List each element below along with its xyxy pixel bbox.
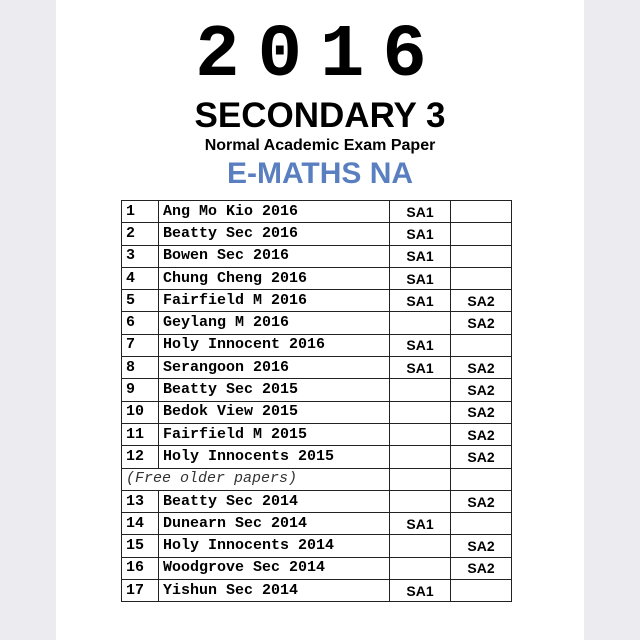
school-name: Ang Mo Kio 2016	[159, 201, 390, 223]
sa2-cell	[451, 513, 512, 535]
sa2-cell: SA2	[451, 446, 512, 468]
sa1-cell	[390, 468, 451, 490]
school-name: Bedok View 2015	[159, 401, 390, 423]
row-number: 1	[122, 201, 159, 223]
row-number: 17	[122, 580, 159, 602]
school-name: Holy Innocents 2015	[159, 446, 390, 468]
row-number: 10	[122, 401, 159, 423]
sa1-cell	[390, 535, 451, 557]
subject-title: E-MATHS NA	[226, 157, 414, 190]
row-number: 2	[122, 223, 159, 245]
school-name: Fairfield M 2016	[159, 290, 390, 312]
row-number: 5	[122, 290, 159, 312]
sa1-cell	[390, 379, 451, 401]
sa1-cell: SA1	[390, 267, 451, 289]
table-row	[122, 401, 512, 423]
sa2-cell: SA2	[451, 312, 512, 334]
row-number: 7	[122, 334, 159, 356]
row-number: 15	[122, 535, 159, 557]
row-number: 11	[122, 423, 159, 445]
sa2-cell	[451, 245, 512, 267]
school-name: Beatty Sec 2015	[159, 379, 390, 401]
row-number: 8	[122, 357, 159, 379]
school-name: Yishun Sec 2014	[159, 580, 390, 602]
table-row	[122, 223, 512, 245]
sa1-cell: SA1	[390, 357, 451, 379]
year-heading: 2016	[195, 14, 445, 98]
sa2-cell: SA2	[451, 490, 512, 512]
sa1-cell	[390, 557, 451, 579]
sa2-cell: SA2	[451, 379, 512, 401]
school-name: Woodgrove Sec 2014	[159, 557, 390, 579]
free-papers-note: (Free older papers)	[122, 468, 390, 490]
table-row	[122, 580, 512, 602]
sa1-cell: SA1	[390, 290, 451, 312]
sa2-cell: SA2	[451, 423, 512, 445]
school-name: Dunearn Sec 2014	[159, 513, 390, 535]
table-row	[122, 513, 512, 535]
sa1-cell: SA1	[390, 201, 451, 223]
table-row	[122, 267, 512, 289]
school-name: Geylang M 2016	[159, 312, 390, 334]
row-number: 13	[122, 490, 159, 512]
sa1-cell	[390, 490, 451, 512]
row-number: 4	[122, 267, 159, 289]
row-number: 6	[122, 312, 159, 334]
table-row	[122, 312, 512, 334]
sa2-cell: SA2	[451, 401, 512, 423]
table-row	[122, 557, 512, 579]
papers-table	[121, 200, 512, 602]
table-row	[122, 423, 512, 445]
table-row	[122, 357, 512, 379]
school-name: Holy Innocents 2014	[159, 535, 390, 557]
row-number: 3	[122, 245, 159, 267]
sa2-cell	[451, 468, 512, 490]
table-note-row	[122, 468, 512, 490]
table-row	[122, 245, 512, 267]
sa2-cell	[451, 223, 512, 245]
row-number: 9	[122, 379, 159, 401]
school-name: Holy Innocent 2016	[159, 334, 390, 356]
table-row	[122, 201, 512, 223]
sa2-cell	[451, 267, 512, 289]
table-row	[122, 535, 512, 557]
sa1-cell	[390, 423, 451, 445]
sa1-cell: SA1	[390, 245, 451, 267]
table-row	[122, 446, 512, 468]
school-name: Beatty Sec 2016	[159, 223, 390, 245]
sa2-cell: SA2	[451, 357, 512, 379]
sa1-cell: SA1	[390, 580, 451, 602]
sa1-cell: SA1	[390, 223, 451, 245]
row-number: 14	[122, 513, 159, 535]
table-row	[122, 490, 512, 512]
table-row	[122, 290, 512, 312]
sa1-cell: SA1	[390, 334, 451, 356]
sa2-cell: SA2	[451, 557, 512, 579]
school-name: Beatty Sec 2014	[159, 490, 390, 512]
sa1-cell	[390, 446, 451, 468]
sa1-cell	[390, 312, 451, 334]
row-number: 12	[122, 446, 159, 468]
row-number: 16	[122, 557, 159, 579]
school-name: Serangoon 2016	[159, 357, 390, 379]
school-name: Bowen Sec 2016	[159, 245, 390, 267]
sa2-cell	[451, 201, 512, 223]
school-name: Fairfield M 2015	[159, 423, 390, 445]
sa2-cell	[451, 580, 512, 602]
sa2-cell: SA2	[451, 535, 512, 557]
sa2-cell	[451, 334, 512, 356]
table-row	[122, 334, 512, 356]
table-row	[122, 379, 512, 401]
sa1-cell: SA1	[390, 513, 451, 535]
sa1-cell	[390, 401, 451, 423]
sa2-cell: SA2	[451, 290, 512, 312]
level-heading: SECONDARY 3	[194, 96, 446, 135]
school-name: Chung Cheng 2016	[159, 267, 390, 289]
exam-type-subtitle: Normal Academic Exam Paper	[204, 137, 436, 154]
